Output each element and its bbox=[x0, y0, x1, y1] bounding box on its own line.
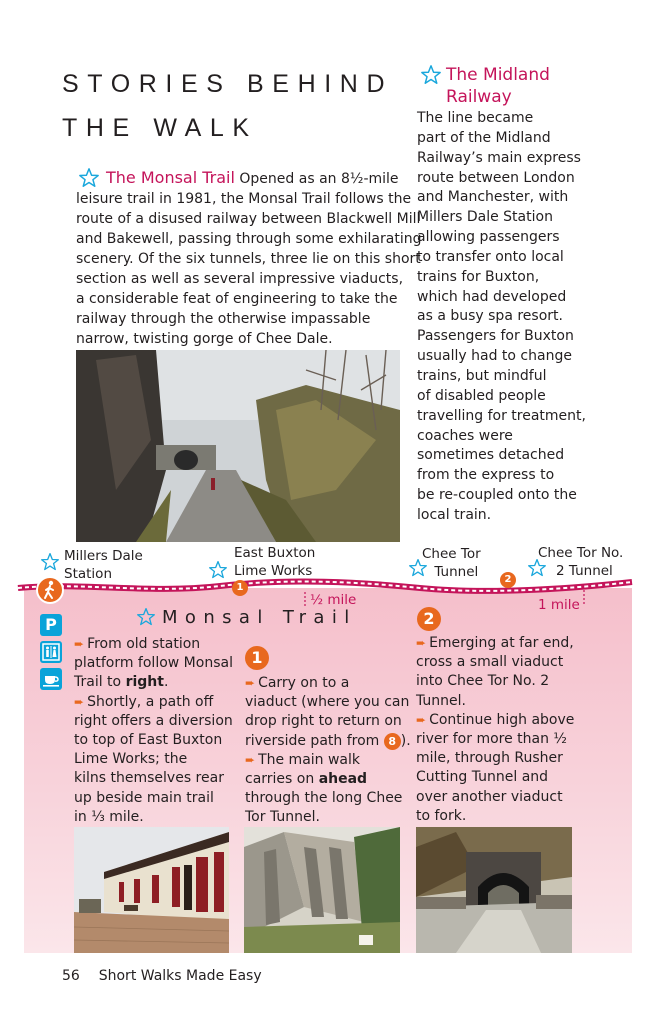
arrow-icon: ➨ bbox=[416, 636, 427, 650]
direction-line: . bbox=[163, 674, 169, 691]
direction-line: kilns themselves rear bbox=[74, 770, 224, 787]
direction-line: ). bbox=[400, 732, 411, 749]
direction-line: Lime Works; the bbox=[74, 751, 188, 768]
direction-emphasis: ahead bbox=[318, 771, 368, 788]
monsal-trail-label: Monsal Trail bbox=[162, 607, 357, 628]
direction-line: up beside main trail bbox=[74, 789, 214, 806]
story-line: part of the Midland bbox=[417, 129, 551, 146]
direction-line: viaduct (where you can bbox=[245, 694, 410, 711]
direction-line: Trail to bbox=[74, 674, 126, 691]
story-line: route of a disused railway between Blackwell Mill bbox=[76, 211, 421, 227]
story-line: section as well as several impressive viaducts, bbox=[76, 271, 404, 287]
story-line: coaches were bbox=[417, 427, 513, 444]
direction-emphasis: right bbox=[125, 674, 164, 691]
direction-line: right offers a diversion bbox=[74, 712, 233, 729]
direction-line: drop right to return on bbox=[245, 713, 402, 730]
direction-line: Cutting Tunnel and bbox=[416, 769, 549, 786]
direction-line: From old station bbox=[87, 636, 201, 652]
direction-line: platform follow Monsal bbox=[74, 655, 233, 672]
toilets-icon bbox=[40, 641, 62, 663]
heading-line: Railway bbox=[446, 87, 512, 107]
direction-line: in ⅓ mile. bbox=[74, 808, 144, 825]
direction-line: riverside path from bbox=[245, 732, 384, 749]
arrow-icon: ➨ bbox=[245, 676, 256, 690]
story-line: be re-coupled onto the bbox=[417, 487, 577, 504]
story-line: which had developed bbox=[417, 288, 567, 305]
direction-line: river for more than ½ bbox=[416, 731, 567, 748]
story-line: leisure trail in 1981, the Monsal Trail follows the bbox=[76, 191, 412, 207]
story-line: usually had to change bbox=[417, 348, 572, 365]
story-line: sometimes detached bbox=[417, 447, 565, 464]
story-line: a considerable feat of engineering to take the bbox=[76, 291, 398, 307]
star-icon bbox=[136, 607, 156, 627]
cup-icon bbox=[40, 668, 62, 690]
story-line: travelling for treatment, bbox=[417, 407, 586, 424]
direction-line: Tor Tunnel. bbox=[245, 809, 320, 826]
stop-line: Tunnel bbox=[434, 564, 479, 580]
star-icon bbox=[208, 560, 228, 580]
story-line: and Bakewell, passing through some exhilarating bbox=[76, 231, 422, 247]
page-number: 56 bbox=[62, 968, 80, 984]
stop-chee-tor bbox=[422, 545, 481, 581]
directions-column-2 bbox=[245, 674, 411, 828]
direction-line: mile, through Rusher bbox=[416, 750, 563, 767]
stop-line: 2 Tunnel bbox=[556, 563, 613, 579]
heading-line: The Midland bbox=[446, 65, 550, 85]
direction-line: Shortly, a path off bbox=[87, 693, 214, 710]
story-line: Railway’s main express bbox=[417, 149, 581, 166]
stop-line: Chee Tor bbox=[422, 546, 481, 562]
stop-millers-dale bbox=[64, 547, 143, 583]
story-line: local train. bbox=[417, 506, 492, 523]
midland-railway-text bbox=[417, 109, 587, 526]
story-line: Passengers for Buxton bbox=[417, 328, 574, 345]
distance-half-mile: ½ mile bbox=[310, 592, 357, 608]
directions-column-1 bbox=[74, 635, 233, 827]
story-line: narrow, twisting gorge of Chee Dale. bbox=[76, 331, 333, 347]
direction-line: Carry on to a bbox=[258, 675, 350, 691]
monsal-trail-heading: The Monsal Trail bbox=[106, 168, 235, 187]
story-line: The line became bbox=[417, 110, 534, 126]
walker-icon bbox=[36, 576, 64, 604]
distance-one-mile: 1 mile bbox=[538, 597, 580, 613]
monsal-trail-story bbox=[76, 168, 422, 349]
chee-tor-tunnel-photo bbox=[416, 827, 572, 953]
step-badge-1: 1 bbox=[245, 646, 269, 670]
direction-line: Continue high above bbox=[429, 711, 575, 728]
page-title-line-1: STORIES BEHIND bbox=[62, 70, 394, 98]
lime-kilns-photo bbox=[244, 827, 400, 953]
story-line: Opened as an 8½-mile bbox=[234, 171, 399, 187]
stop-line: Millers Dale bbox=[64, 548, 143, 564]
step-reference-badge: 8 bbox=[384, 733, 401, 750]
stop-chee-tor-2 bbox=[538, 544, 623, 580]
story-line: railway through the otherwise impassable bbox=[76, 311, 371, 327]
parking-icon: P bbox=[40, 614, 62, 636]
old-station-photo bbox=[74, 827, 229, 953]
story-line: allowing passengers bbox=[417, 229, 560, 246]
story-line: from the express to bbox=[417, 467, 555, 484]
waypoint-badge-2: 2 bbox=[500, 572, 516, 588]
direction-line: Tunnel. bbox=[416, 692, 466, 709]
story-line: trains for Buxton, bbox=[417, 268, 540, 285]
story-line: Millers Dale Station bbox=[417, 209, 553, 226]
direction-line: to top of East Buxton bbox=[74, 732, 223, 749]
direction-line: over another viaduct bbox=[416, 788, 563, 805]
stop-line: Lime Works bbox=[234, 563, 313, 579]
direction-line: The main walk bbox=[258, 751, 361, 768]
stop-line: Chee Tor No. bbox=[538, 545, 624, 561]
book-title: Short Walks Made Easy bbox=[98, 968, 262, 984]
step-badge-2: 2 bbox=[417, 607, 441, 631]
directions-column-3 bbox=[416, 634, 574, 826]
direction-line: cross a small viaduct bbox=[416, 654, 564, 671]
story-line: trains, but mindful bbox=[417, 367, 547, 384]
direction-line: carries on bbox=[245, 771, 319, 788]
midland-railway-heading bbox=[446, 64, 550, 108]
arrow-icon: ➨ bbox=[416, 712, 427, 727]
story-line: to transfer onto local bbox=[417, 248, 564, 265]
star-icon bbox=[420, 64, 442, 86]
direction-line: through the long Chee bbox=[245, 790, 403, 807]
stop-east-buxton bbox=[234, 544, 315, 580]
direction-line: to fork. bbox=[416, 807, 467, 824]
story-line: as a busy spa resort. bbox=[417, 308, 563, 325]
direction-line: into Chee Tor No. 2 bbox=[416, 673, 550, 690]
stop-line: Station bbox=[64, 566, 112, 582]
arrow-icon: ➨ bbox=[245, 752, 256, 767]
story-line: and Manchester, with bbox=[417, 189, 569, 206]
story-line: of disabled people bbox=[417, 387, 546, 404]
page-title-line-2: THE WALK bbox=[62, 114, 258, 142]
stop-line: East Buxton bbox=[234, 545, 316, 561]
monsal-trail-cutting-photo bbox=[76, 350, 400, 542]
page-footer bbox=[62, 968, 262, 984]
arrow-icon: ➨ bbox=[74, 694, 85, 709]
story-line: route between London bbox=[417, 169, 575, 186]
story-line: scenery. Of the six tunnels, three lie on this short bbox=[76, 251, 421, 267]
waypoint-badge-1: 1 bbox=[232, 580, 248, 596]
arrow-icon: ➨ bbox=[74, 637, 85, 651]
star-icon bbox=[40, 552, 60, 572]
direction-line: Emerging at far end, bbox=[429, 635, 574, 651]
